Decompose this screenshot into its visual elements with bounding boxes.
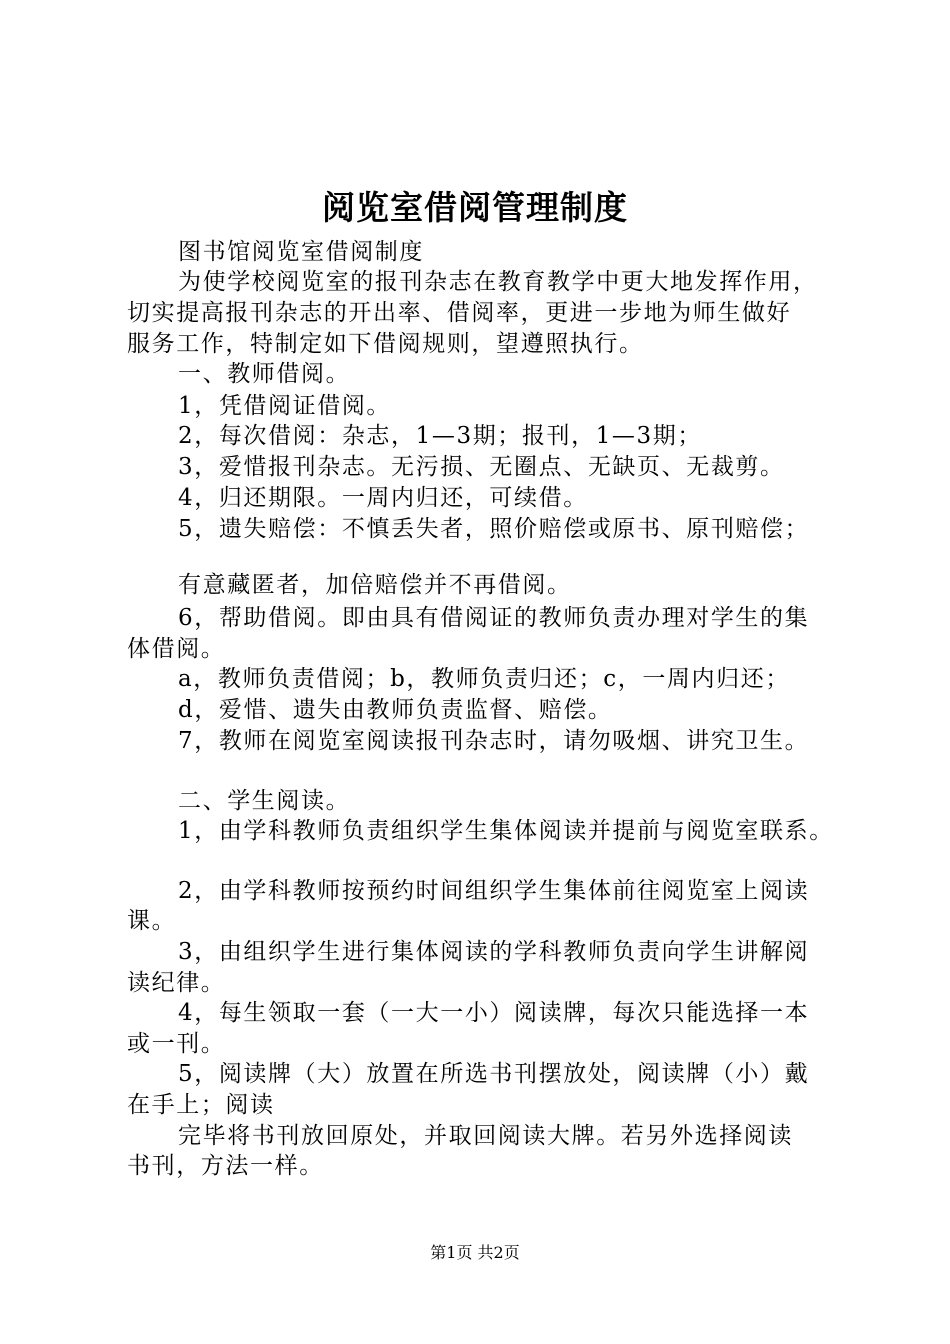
list-item: 1，凭借阅证借阅。 bbox=[178, 393, 392, 419]
paragraph-line: 切实提高报刊杂志的开出率、借阅率，更进一步地为师生做好 bbox=[127, 300, 792, 326]
section-heading: 二、学生阅读。 bbox=[178, 788, 351, 814]
list-item: 2，每次借阅：杂志，1—3期；报刊，1—3期； bbox=[178, 423, 702, 449]
list-item: 4，每生领取一套（一大一小）阅读牌，每次只能选择一本 bbox=[178, 1000, 810, 1026]
list-item-continuation: 或一刊。 bbox=[127, 1031, 226, 1057]
list-item: 1，由学科教师负责组织学生集体阅读并提前与阅览室联系。 bbox=[178, 818, 834, 844]
paragraph-line: 服务工作，特制定如下借阅规则，望遵照执行。 bbox=[127, 331, 644, 357]
section-heading: 一、教师借阅。 bbox=[178, 361, 351, 387]
list-item: 7，教师在阅览室阅读报刊杂志时，请勿吸烟、讲究卫生。 bbox=[178, 728, 810, 754]
list-item-continuation: 读纪律。 bbox=[127, 970, 226, 996]
list-item: 3，由组织学生进行集体阅读的学科教师负责向学生讲解阅 bbox=[178, 939, 810, 965]
list-item: 4，归还期限。一周内归还，可续借。 bbox=[178, 485, 588, 511]
list-item: a，教师负责借阅；b，教师负责归还；c，一周内归还； bbox=[178, 666, 790, 692]
subtitle: 图书馆阅览室借阅制度 bbox=[178, 239, 424, 265]
page-footer: 第1页 共2页 bbox=[430, 1243, 520, 1262]
list-item: 6，帮助借阅。即由具有借阅证的教师负责办理对学生的集 bbox=[178, 605, 810, 631]
list-item: 3，爱惜报刊杂志。无污损、无圈点、无缺页、无裁剪。 bbox=[178, 454, 785, 480]
list-item: d，爱惜、遗失由教师负责监督、赔偿。 bbox=[178, 697, 613, 723]
list-item: 5，遗失赔偿：不慎丢失者，照价赔偿或原书、原刊赔偿； bbox=[178, 516, 810, 542]
list-item-continuation: 书刊，方法一样。 bbox=[127, 1153, 324, 1179]
list-item: 5，阅读牌（大）放置在所选书刊摆放处，阅读牌（小）戴 bbox=[178, 1061, 810, 1087]
page-title: 阅览室借阅管理制度 bbox=[322, 188, 628, 227]
paragraph-line: 为使学校阅览室的报刊杂志在教育教学中更大地发挥作用， bbox=[178, 269, 818, 295]
list-item-continuation: 有意藏匿者，加倍赔偿并不再借阅。 bbox=[178, 572, 572, 598]
list-item-continuation: 课。 bbox=[127, 908, 177, 934]
list-item-continuation: 完毕将书刊放回原处，并取回阅读大牌。若另外选择阅读 bbox=[178, 1123, 793, 1149]
list-item: 2，由学科教师按预约时间组织学生集体前往阅览室上阅读 bbox=[178, 878, 810, 904]
list-item-continuation: 在手上；阅读 bbox=[127, 1092, 275, 1118]
list-item-continuation: 体借阅。 bbox=[127, 636, 226, 662]
